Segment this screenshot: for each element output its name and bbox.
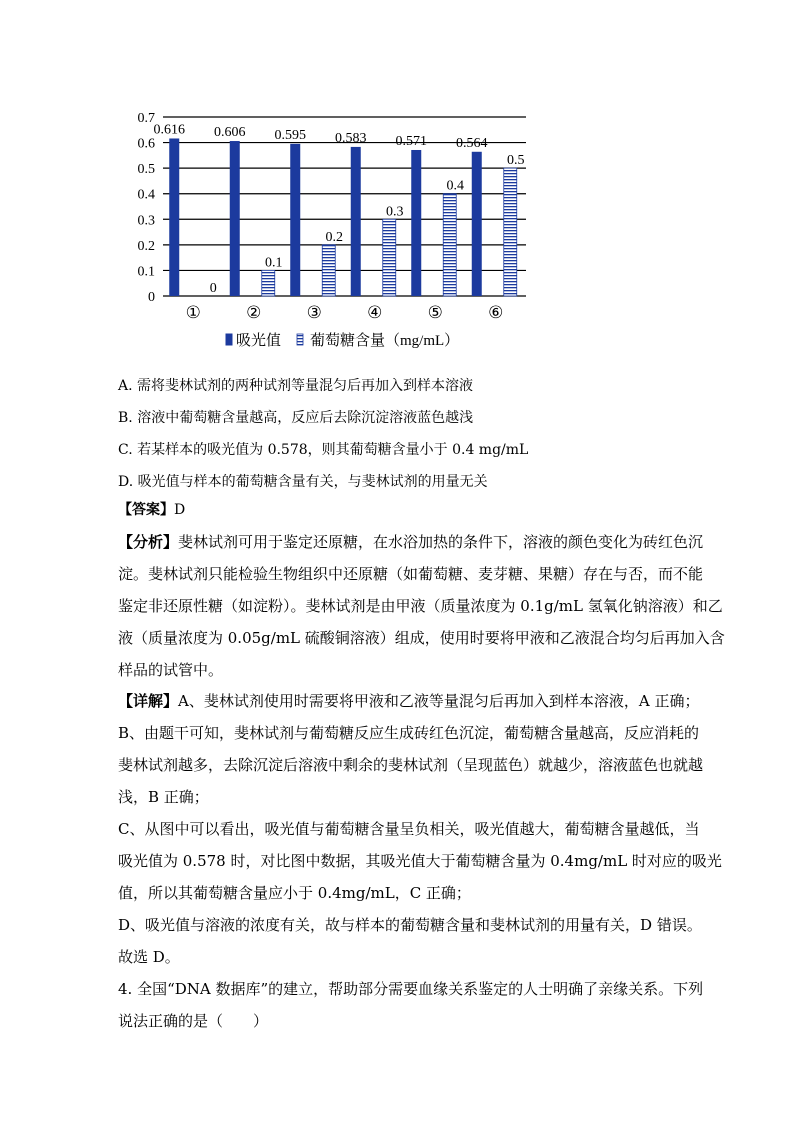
legend [226,331,459,349]
option-c: C. 若某样本的吸光值为 0.578，则其葡萄糖含量小于 0.4 mg/mL [118,442,529,458]
data-label-glucose: 0.4 [446,178,464,194]
x-tick-label: ② [246,303,262,322]
data-label-glucose: 0.5 [507,153,525,169]
x-tick-label: ③ [306,303,322,322]
bar-absorbance [169,138,179,296]
bar-glucose [443,194,456,296]
y-tick-label: 0.1 [137,264,155,280]
x-tick-label: ⑥ [488,303,504,322]
data-label-glucose: 0 [209,281,217,296]
detail-line [118,690,699,711]
bar-absorbance [411,150,421,296]
data-label-absorbance: 0.564 [456,135,488,151]
option-a: A. 需将斐林试剂的两种试剂等量混匀后再加入到样本溶液 [118,378,474,394]
data-label-absorbance: 0.616 [153,122,185,138]
y-tick-label: 0 [148,290,155,305]
detail-line: 吸光值为 0.578 时，对比图中数据，其吸光值大于葡萄糖含量为 0.4mg/mL 时对应的吸光 [118,852,722,870]
data-label-absorbance: 0.571 [395,133,427,149]
analysis-text: 斐林试剂可用于鉴定还原糖，在水浴加热的条件下，溶液的颜色变化为砖红色沉 [178,533,704,551]
y-tick-label: 0.2 [137,238,155,254]
detail-line: C、从图中可以看出，吸光值与葡萄糖含量呈负相关，吸光值越大，葡萄糖含量越低，当 [118,820,700,838]
bar-absorbance [472,152,482,296]
option-d: D. 吸光值与样本的葡萄糖含量有关，与斐林试剂的用量无关 [118,474,488,490]
x-tick-label: ① [185,303,201,322]
answer-tag: 【答案】 [118,502,174,518]
analysis-line: 鉴定非还原性糖（如淀粉）。斐林试剂是由甲液（质量浓度为 0.1g/mL 氢氧化钠溶液）和乙 [118,597,723,615]
detail-line: B、由题干可知，斐林试剂与葡萄糖反应生成砖红色沉淀，葡萄糖含量越高，反应消耗的 [118,724,700,742]
bar-glucose [322,245,335,296]
y-tick-label: 0.4 [137,187,155,203]
bar-glucose [504,168,517,296]
y-axis-ticks [138,111,156,305]
legend-label-glucose: 葡萄糖含量（mg/mL） [310,333,460,349]
detail-text: A、斐林试剂使用时需要将甲液和乙液等量混匀后再加入到样本溶液，A 正确； [178,692,700,710]
legend-swatch-glucose [297,334,303,345]
data-label-glucose: 0.3 [386,204,404,220]
detail-line: D、吸光值与溶液的浓度有关，故与样本的葡萄糖含量和斐林试剂的用量有关，D 错误。 [118,916,702,934]
data-label-glucose: 0.2 [325,229,343,245]
bar-absorbance [230,141,240,296]
legend-label-absorbance: 吸光值 [236,333,282,349]
option-b: B. 溶液中葡萄糖含量越高，反应后去除沉淀溶液蓝色越浅 [118,410,474,426]
y-tick-label: 0.7 [137,111,155,126]
detail-tag: 【详解】 [118,692,179,710]
y-tick-label: 0.5 [137,162,155,178]
question-line: 说法正确的是（ ） [118,1012,269,1030]
y-tick-label: 0.3 [137,213,155,229]
detail-line: 浅，B 正确； [118,788,209,806]
bar-absorbance [351,147,361,296]
data-label-absorbance: 0.595 [274,127,306,143]
bar-absorbance [290,144,300,296]
answer-line [118,499,185,519]
detail-line: 斐林试剂越多，去除沉淀后溶液中剩余的斐林试剂（呈现蓝色）就越少，溶液蓝色也就越 [118,756,704,774]
analysis-tag: 【分析】 [118,533,179,551]
analysis-line [118,531,703,552]
analysis-line: 淀。斐林试剂只能检验生物组织中还原糖（如葡萄糖、麦芽糖、果糖）存在与否，而不能 [118,565,704,583]
data-label-absorbance: 0.583 [335,130,367,146]
detail-line: 故选 D。 [118,948,180,966]
bar-glucose [383,219,396,296]
bar-chart [120,104,540,364]
legend-swatch-absorbance [226,334,232,345]
data-label-glucose: 0.1 [265,255,283,271]
y-tick-label: 0.6 [137,136,155,152]
detail-line: 值，所以其葡萄糖含量应小于 0.4mg/mL，C 正确； [118,884,471,902]
data-label-absorbance: 0.606 [214,125,246,141]
bar-glucose [262,270,275,296]
answer-value: D [174,502,186,518]
analysis-line: 样品的试管中。 [118,661,224,679]
question-line: 4. 全国“DNA 数据库”的建立，帮助部分需要血缘关系鉴定的人士明确了亲缘关系。下列 [118,980,704,998]
x-tick-label: ⑤ [427,303,443,322]
x-tick-label: ④ [367,303,383,322]
x-axis-ticks [186,303,504,322]
analysis-line: 液（质量浓度为 0.05g/mL 硫酸铜溶液）组成，使用时要将甲液和乙液混合均匀后再加入含 [118,629,725,647]
